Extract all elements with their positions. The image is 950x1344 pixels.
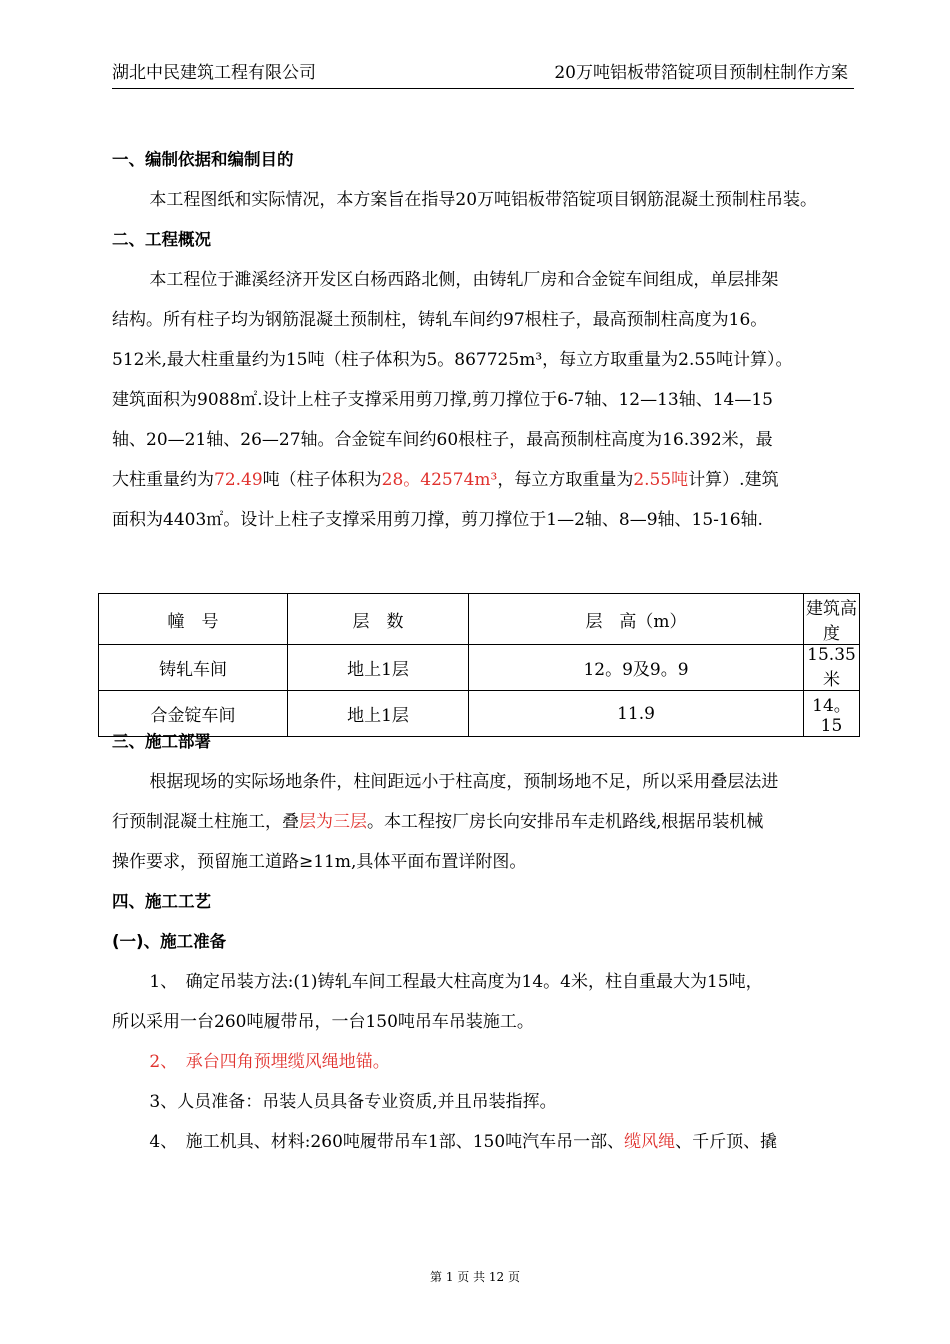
subsection-heading: (一)、施工准备 (112, 932, 227, 951)
prep-item-3: 3、人员准备：吊装人员具备专业资质,并且吊装指挥。 (149, 1092, 557, 1112)
deployment-line-3: 操作要求，预留施工道路≥11m,具体平面布置详附图。 (112, 852, 527, 872)
overview-line-2: 结构。所有柱子均为钢筋混凝土预制柱，铸轧车间约97根柱子，最高预制柱高度为16。 (112, 310, 768, 330)
section-1-heading: 一、编制依据和编制目的 (112, 150, 294, 169)
overview-line-1: 本工程位于濉溪经济开发区白杨西路北侧，由铸轧厂房和合金锭车间组成，单层排架 (149, 270, 779, 290)
overview-line-5: 轴、20—21轴、26—27轴。合金锭车间约60根柱子，最高预制柱高度为16.392米，最 (112, 430, 773, 450)
building-table (98, 593, 860, 737)
page-header (112, 62, 854, 89)
table-cell: 地上1层 (288, 645, 469, 691)
highlight-volume: 28。42574m³ (381, 470, 498, 490)
table-header-cell: 层 高（m） (469, 594, 804, 645)
table-header-cell: 层 数 (288, 594, 469, 645)
section-4-heading: 四、施工工艺 (112, 892, 211, 911)
table-cell: 合金锭车间 (99, 691, 288, 737)
table-header-cell: 建筑高度 (804, 594, 860, 645)
prep-item-1-line-1: 1、 确定吊装方法:(1)铸轧车间工程最大柱高度为14。4米，柱自重最大为15吨， (149, 972, 763, 992)
table-row (99, 645, 860, 691)
table-cell: 15.35米 (804, 645, 860, 691)
deployment-line-2: 行预制混凝土柱施工，叠层为三层。本工程按厂房长向安排吊车走机路线,根据吊装机械 (112, 812, 764, 832)
document-body (112, 140, 854, 540)
overview-line-7: 面积为4403㎡。设计上柱子支撑采用剪刀撑，剪刀撑位于1—2轴、8—9轴、15-16轴. (112, 510, 763, 530)
section-3-heading: 三、施工部署 (112, 732, 211, 751)
prep-item-4: 4、 施工机具、材料:260吨履带吊车1部、150吨汽车吊一部、缆风绳、千斤顶、撬 (149, 1132, 778, 1152)
highlight-layers: 层为三层 (299, 812, 367, 832)
deployment-line-1: 根据现场的实际场地条件，柱间距远小于柱高度，预制场地不足，所以采用叠层法进 (149, 772, 779, 792)
company-name: 湖北中民建筑工程有限公司 (112, 63, 316, 83)
highlight-unit-weight: 2.55吨 (633, 470, 689, 490)
overview-line-4: 建筑面积为9088㎡.设计上柱子支撑采用剪刀撑,剪刀撑位于6-7轴、12—13轴、14—15 (112, 390, 773, 410)
prep-item-2: 2、 承台四角预埋缆风绳地锚。 (149, 1052, 390, 1072)
overview-line-3: 512米,最大柱重量约为15吨（柱子体积为5。867725m³，每立方取重量为2.55吨计算）。 (112, 350, 793, 370)
page-number: 第 1 页 共 12 页 (430, 1270, 520, 1284)
table-header-row (99, 594, 860, 645)
table-header-cell: 幢 号 (99, 594, 288, 645)
prep-item-1-line-2: 所以采用一台260吨履带吊，一台150吨吊车吊装施工。 (112, 1012, 534, 1032)
overview-line-6: 大柱重量约为72.49吨（柱子体积为28。42574m³，每立方取重量为2.55吨计算）.建筑 (112, 470, 779, 490)
highlight-weight: 72.49 (214, 470, 263, 490)
highlight-guy-rope: 缆风绳 (624, 1132, 676, 1152)
table-cell: 12。9及9。9 (469, 645, 804, 691)
section-1-paragraph: 本工程图纸和实际情况，本方案旨在指导20万吨铝板带箔锭项目钢筋混凝土预制柱吊装。 (149, 190, 818, 210)
document-title: 20万吨铝板带箔锭项目预制柱制作方案 (554, 63, 848, 83)
table-cell: 地上1层 (288, 691, 469, 737)
table-cell: 11.9 (469, 691, 804, 737)
table-cell: 14。15 (804, 691, 860, 737)
document-body-continued (112, 722, 854, 1162)
section-2-heading: 二、工程概况 (112, 230, 211, 249)
table-cell: 铸轧车间 (99, 645, 288, 691)
